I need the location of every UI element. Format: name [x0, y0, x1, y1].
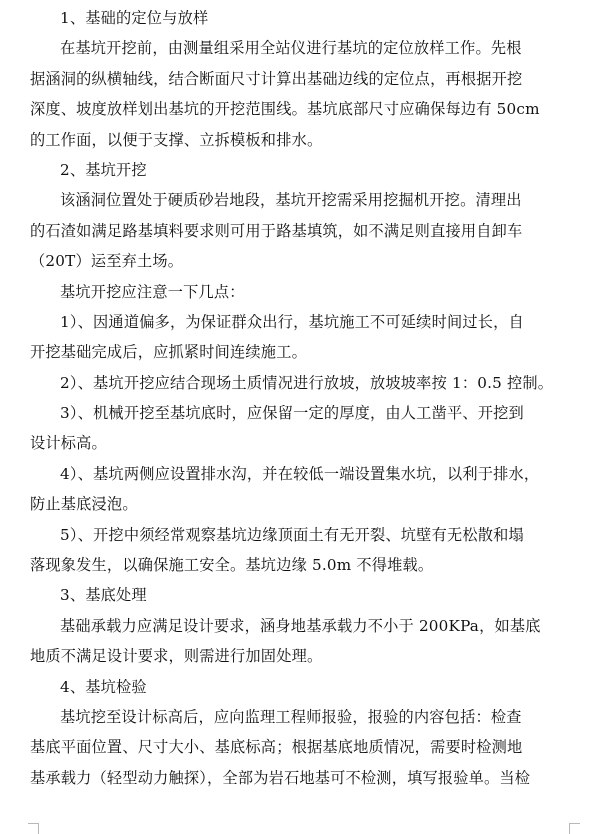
paragraph-line: 基承载力（轻型动力触探），全部为岩石地基可不检测，填写报验单。当检 [30, 768, 531, 787]
paragraph-line [30, 125, 586, 155]
paragraph-text: 的工作面，以便于支撑、立拆模板和排水。 [30, 130, 323, 149]
list-item-line: 5）、开挖中须经常观察基坑边缘顶面土有无开裂、坑壁有无松散和塌 [60, 525, 524, 544]
list-item-line: 3）、机械开挖至基坑底时，应保留一定的厚度，由人工凿平、开挖到 [60, 404, 524, 423]
paragraph-line: 在基坑开挖前，由测量组采用全站仪进行基坑的定位放样工作。先根 [60, 39, 522, 58]
paragraph-line: 基坑开挖应注意一下几点： [60, 282, 245, 301]
section-heading-excavation: 2、基坑开挖 [60, 160, 147, 179]
list-item-line: 4）、基坑两侧应设置排水沟，并在较低一端设置集水坑，以利于排水， [60, 464, 540, 483]
list-item-line: 设计标高。 [30, 434, 107, 453]
section-heading-inspection: 4、基坑检验 [60, 677, 147, 696]
paragraph-line: 基底平面位置、尺寸大小、基底标高；根据基底地质情况，需要时检测地 [30, 738, 523, 757]
document-body [30, 3, 586, 793]
list-item-line: 1）、因通道偏多，为保证群众出行，基坑施工不可延续时间过长，自 [60, 312, 524, 331]
paragraph-line: 该涵洞位置处于硬质砂岩地段，基坑开挖需采用挖掘机开挖。清理出 [60, 191, 522, 210]
page-margin-marker-left [28, 823, 39, 834]
paragraph-line: （20T）运至弃土场。 [30, 252, 184, 271]
paragraph-line: 深度、坡度放样划出基坑的开挖范围线。基坑底部尺寸应确保每边有 50cm [30, 100, 540, 119]
list-item-line: 2）、基坑开挖应结合现场土质情况进行放坡，放坡坡率按 1：0.5 控制。 [60, 373, 554, 392]
paragraph-line: 地质不满足设计要求，则需进行加固处理。 [30, 647, 323, 666]
section-heading-base-treatment: 3、基底处理 [60, 586, 147, 605]
paragraph-line: 基坑挖至设计标高后，应向监理工程师报验，报验的内容包括：检查 [60, 707, 522, 726]
page-margin-marker-right [569, 823, 580, 834]
section-heading-positioning: 1、基础的定位与放样 [60, 9, 209, 27]
list-item-line: 开挖基础完成后，应抓紧时间连续施工。 [30, 343, 307, 362]
paragraph-line: 基础承载力应满足设计要求，涵身地基承载力不小于 200KPa，如基底 [60, 616, 541, 635]
list-item-line: 落现象发生，以确保施工安全。基坑边缘 5.0m 不得堆载。 [30, 556, 434, 575]
paragraph-line: 据涵洞的纵横轴线，结合断面尺寸计算出基础边线的定位点，再根据开挖 [30, 69, 523, 88]
list-item-line: 防止基底浸泡。 [30, 495, 138, 514]
paragraph-line: 的石渣如满足路基填料要求则可用于路基填筑，如不满足则直接用自卸车 [30, 221, 523, 240]
